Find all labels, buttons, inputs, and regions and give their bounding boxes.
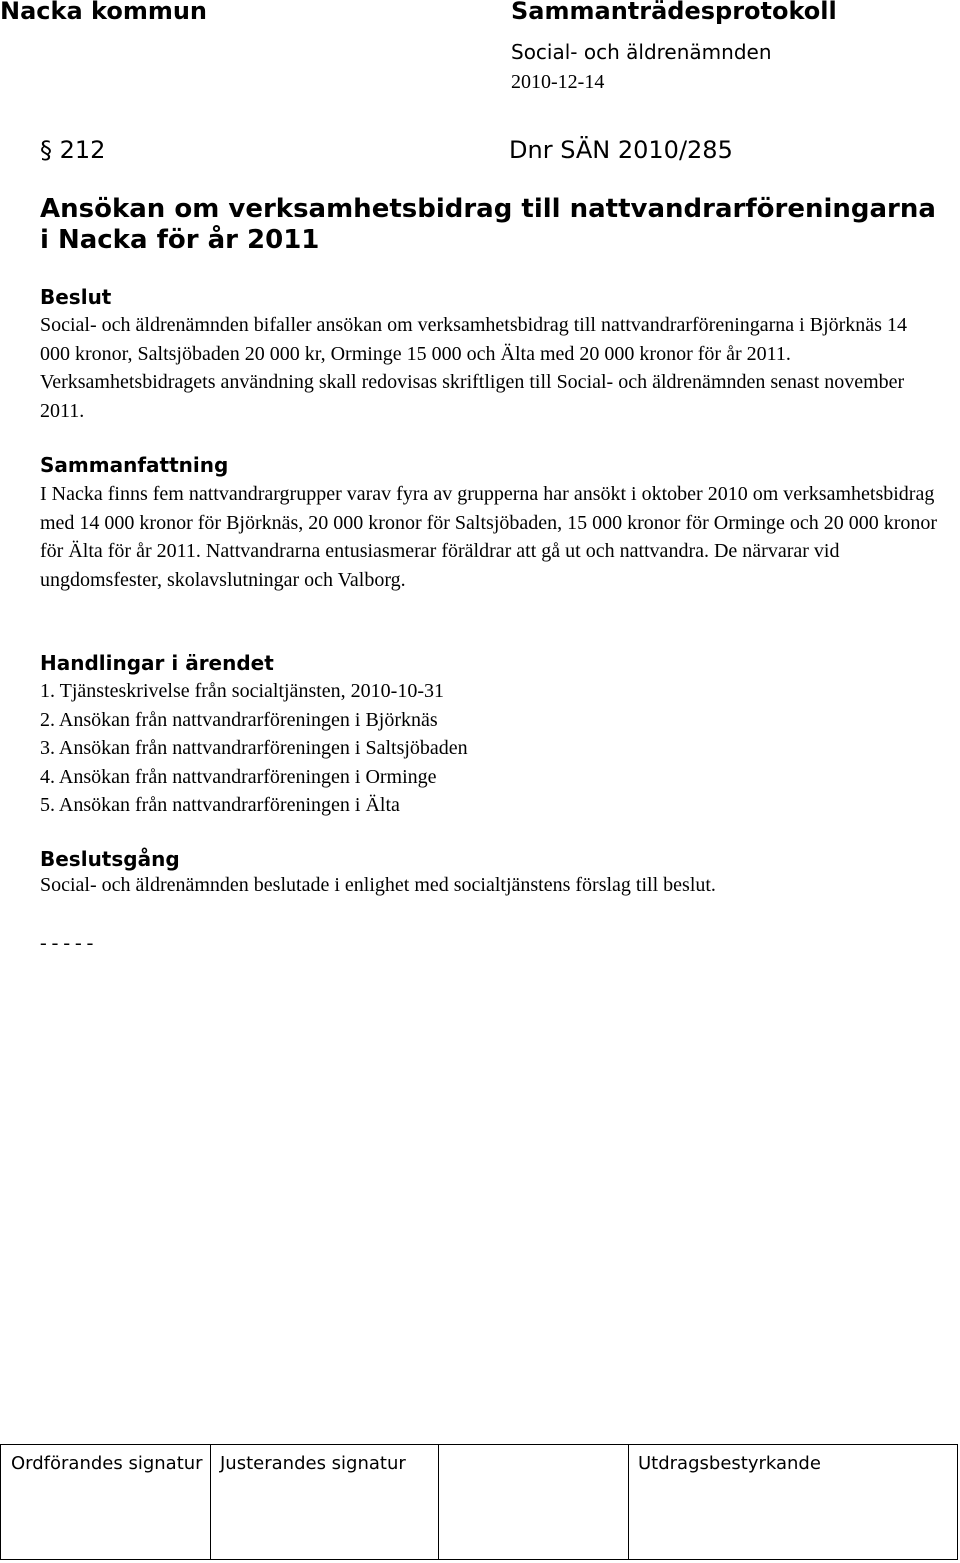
- list-item: 1. Tjänsteskrivelse från socialtjänsten, 2010-10-31: [40, 680, 444, 702]
- handlingar-heading: Handlingar i ärendet: [40, 651, 274, 675]
- chair-signature-cell: [1, 1445, 210, 1559]
- sammanfattning-heading: Sammanfattning: [40, 453, 229, 477]
- extract-signature-label: Utdragsbestyrkande: [638, 1453, 821, 1474]
- signature-table: [0, 1444, 958, 1560]
- beslut-heading: Beslut: [40, 285, 112, 309]
- adjuster-signature-cell: [210, 1445, 438, 1559]
- committee-name: Social- och äldrenämnden: [511, 40, 772, 64]
- blank-signature-cell: [438, 1445, 628, 1559]
- document-type: Sammanträdesprotokoll: [511, 0, 837, 25]
- handlingar-list: [40, 677, 468, 820]
- sammanfattning-text: I Nacka finns fem nattvandrargrupper varav fyra av grupperna har ansökt i oktober 2010 om verksamhetsbidrag med 14 000 kronor för Björknäs, 20 000 kronor för Saltsjöbaden, 15 000 kronor för Orminge och 20 000 kronor för Älta för år 2011. Nattvandrarna entusiasmerar föräldrar att gå ut och nattvandra. De närvarar vid ungdomsfester, skolavslutningar och Valborg.: [40, 483, 938, 591]
- organization-name: Nacka kommun: [0, 0, 208, 25]
- list-item: 3. Ansökan från nattvandrarföreningen i Saltsjöbaden: [40, 737, 468, 759]
- list-item: 5. Ansökan från nattvandrarföreningen i Älta: [40, 794, 400, 816]
- case-number: Dnr SÄN 2010/285: [509, 136, 733, 164]
- paragraph-number: § 212: [40, 136, 106, 164]
- extract-signature-cell: [628, 1445, 959, 1559]
- list-item: 4. Ansökan från nattvandrarföreningen i Orminge: [40, 765, 437, 788]
- list-item: 2. Ansökan från nattvandrarföreningen i Björknäs: [40, 708, 438, 731]
- meeting-date: 2010-12-14: [511, 71, 605, 93]
- end-marker: - - - - -: [40, 932, 94, 954]
- beslutsgang-heading: Beslutsgång: [40, 847, 180, 871]
- chair-signature-label: Ordförandes signatur: [11, 1453, 203, 1474]
- beslutsgang-text: Social- och äldrenämnden beslutade i enlighet med socialtjänstens förslag till beslut.: [40, 874, 716, 896]
- adjuster-signature-label: Justerandes signatur: [220, 1453, 406, 1474]
- case-title: Ansökan om verksamhetsbidrag till nattvandrarföreningarna i Nacka för år 2011: [40, 194, 936, 255]
- beslut-text: Social- och äldrenämnden bifaller ansökan om verksamhetsbidrag till nattvandrarföreningarna i Björknäs 14 000 kronor, Saltsjöbaden 20 000 kr, Orminge 15 000 och Älta med 20 000 kronor för år 2011. Verksamhetsbidragets användning skall redovisas skriftligen till Social- och äldrenämnden senast november 2011.: [40, 314, 907, 422]
